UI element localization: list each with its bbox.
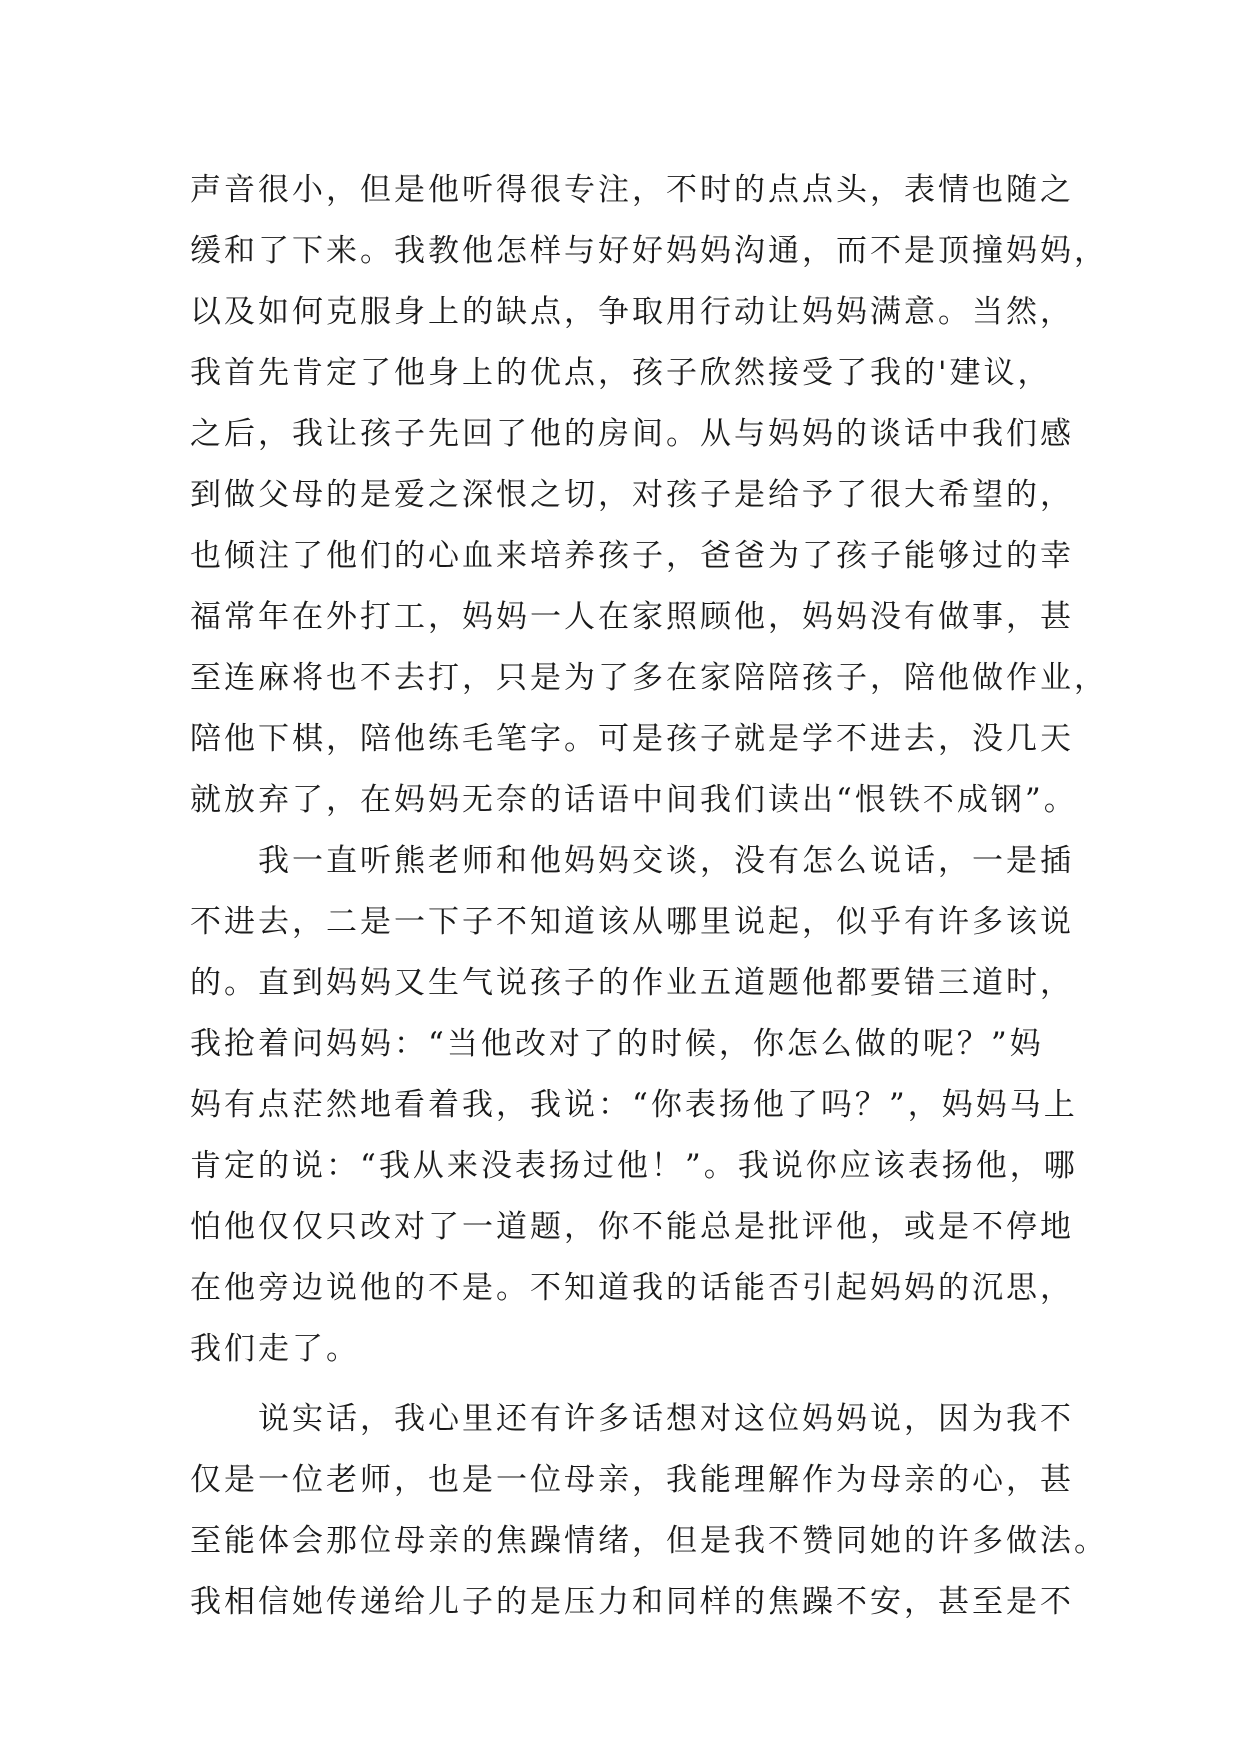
text-line: 之后，我让孩子先回了他的房间。从与妈妈的谈话中我们感 bbox=[190, 416, 1074, 452]
text-line: 以及如何克服身上的缺点，争取用行动让妈妈满意。当然， bbox=[190, 294, 1074, 330]
text-line: 陪他下棋，陪他练毛笔字。可是孩子就是学不进去，没几天 bbox=[190, 721, 1074, 757]
text-line: 怕他仅仅只改对了一道题，你不能总是批评他，或是不停地 bbox=[190, 1209, 1074, 1245]
text-line: 我首先肯定了他身上的优点，孩子欣然接受了我的'建议， bbox=[190, 355, 1052, 391]
text-line: 说实话，我心里还有许多话想对这位妈妈说，因为我不 bbox=[190, 1401, 1074, 1437]
text-line: 就放弃了，在妈妈无奈的话语中间我们读出“恨铁不成钢”。 bbox=[190, 782, 1078, 818]
text-line: 在他旁边说他的不是。不知道我的话能否引起妈妈的沉思， bbox=[190, 1270, 1074, 1306]
text-line: 我们走了。 bbox=[190, 1331, 360, 1367]
text-line: 至能体会那位母亲的焦躁情绪，但是我不赞同她的许多做法。 bbox=[190, 1523, 1108, 1559]
text-line: 缓和了下来。我教他怎样与好好妈妈沟通，而不是顶撞妈妈， bbox=[190, 233, 1108, 269]
paragraph-1 bbox=[190, 160, 1108, 831]
text-line: 肯定的说：“我从来没表扬过他！”。我说你应该表扬他，哪 bbox=[190, 1148, 1078, 1184]
text-line: 我抢着问妈妈：“当他改对了的时候，你怎么做的呢？”妈 bbox=[190, 1026, 1044, 1062]
text-line: 仅是一位老师，也是一位母亲，我能理解作为母亲的心，甚 bbox=[190, 1462, 1074, 1498]
text-line: 我相信她传递给儿子的是压力和同样的焦躁不安，甚至是不 bbox=[190, 1584, 1074, 1620]
text-line: 也倾注了他们的心血来培养孩子，爸爸为了孩子能够过的幸 bbox=[190, 538, 1074, 574]
text-line: 到做父母的是爱之深恨之切，对孩子是给予了很大希望的， bbox=[190, 477, 1074, 513]
text-line: 至连麻将也不去打，只是为了多在家陪陪孩子，陪他做作业， bbox=[190, 660, 1108, 696]
paragraph-2 bbox=[190, 831, 1078, 1380]
text-line: 的。直到妈妈又生气说孩子的作业五道题他都要错三道时， bbox=[190, 965, 1074, 1001]
text-line: 声音很小，但是他听得很专注，不时的点点头，表情也随之 bbox=[190, 172, 1074, 208]
text-line: 不进去，二是一下子不知道该从哪里说起，似乎有许多该说 bbox=[190, 904, 1074, 940]
text-line: 妈有点茫然地看着我，我说：“你表扬他了吗？”，妈妈马上 bbox=[190, 1087, 1078, 1123]
paragraph-spacer bbox=[190, 1380, 1070, 1389]
text-line: 福常年在外打工，妈妈一人在家照顾他，妈妈没有做事，甚 bbox=[190, 599, 1074, 635]
text-line: 我一直听熊老师和他妈妈交谈，没有怎么说话，一是插 bbox=[190, 843, 1074, 879]
document-body bbox=[190, 160, 1108, 1633]
paragraph-3 bbox=[190, 1389, 1108, 1633]
